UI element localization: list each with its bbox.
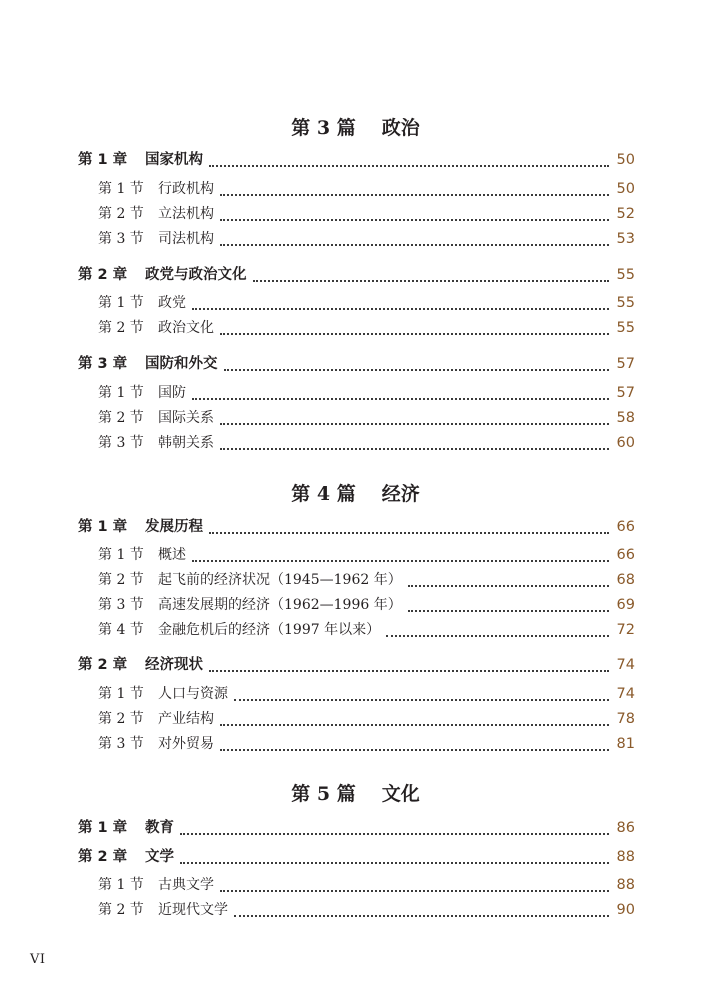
toc-section-entry[interactable]	[98, 569, 635, 591]
section-number: 第 1 节	[98, 385, 144, 401]
section-number: 第 3 节	[98, 736, 144, 752]
chapter-title: 经济现状	[145, 657, 203, 673]
section-title: 国际关系	[158, 410, 214, 426]
page-number: 60	[616, 435, 635, 451]
part-heading	[0, 482, 711, 506]
dot-leader	[220, 890, 609, 892]
section-number: 第 1 节	[98, 547, 144, 563]
toc-section-entry[interactable]	[98, 544, 635, 566]
section-title: 高速发展期的经济（1962—1996 年）	[158, 597, 402, 613]
chapter-number: 第 1 章	[78, 152, 128, 168]
section-title: 近现代文学	[158, 902, 228, 918]
dot-leader	[408, 585, 609, 587]
toc-section-entry[interactable]	[98, 733, 635, 755]
toc-section-entry[interactable]	[98, 594, 635, 616]
part-heading	[0, 116, 711, 140]
page-number: 50	[616, 181, 635, 197]
page-number: 53	[616, 231, 635, 247]
chapter-number: 第 1 章	[78, 519, 128, 535]
toc-section-entry[interactable]	[98, 432, 635, 454]
dot-leader	[220, 724, 609, 726]
section-number: 第 1 节	[98, 686, 144, 702]
page-number: 66	[616, 519, 635, 535]
section-title: 人口与资源	[158, 686, 228, 702]
toc-section-entry[interactable]	[98, 874, 635, 896]
toc-chapter-entry[interactable]	[78, 817, 635, 839]
section-title: 国防	[158, 385, 186, 401]
dot-leader	[220, 219, 609, 221]
chapter-title: 国防和外交	[145, 356, 218, 372]
section-title: 起飞前的经济状况（1945—1962 年）	[158, 572, 402, 588]
chapter-number: 第 2 章	[78, 849, 128, 865]
section-number: 第 3 节	[98, 435, 144, 451]
section-title: 产业结构	[158, 711, 214, 727]
toc-section-entry[interactable]	[98, 382, 635, 404]
section-number: 第 1 节	[98, 877, 144, 893]
dot-leader	[192, 560, 609, 562]
page-number: 74	[616, 657, 635, 673]
dot-leader	[180, 833, 609, 835]
section-title: 概述	[158, 547, 186, 563]
page-number: 57	[616, 385, 635, 401]
chapter-number: 第 2 章	[78, 267, 128, 283]
section-number: 第 2 节	[98, 711, 144, 727]
toc-section-entry[interactable]	[98, 228, 635, 250]
page-number: 78	[616, 711, 635, 727]
page-number: 88	[616, 849, 635, 865]
section-number: 第 1 节	[98, 295, 144, 311]
toc-section-entry[interactable]	[98, 899, 635, 921]
part-heading	[0, 782, 711, 806]
section-number: 第 1 节	[98, 181, 144, 197]
page-number: 52	[616, 206, 635, 222]
page-number: 58	[616, 410, 635, 426]
chapter-title: 文学	[145, 849, 174, 865]
dot-leader	[220, 333, 609, 335]
dot-leader	[192, 398, 609, 400]
section-title: 政治文化	[158, 320, 214, 336]
toc-chapter-entry[interactable]	[78, 353, 635, 375]
chapter-number: 第 3 章	[78, 356, 128, 372]
dot-leader	[220, 423, 609, 425]
page-number: 74	[616, 686, 635, 702]
dot-leader	[234, 915, 609, 917]
section-title: 行政机构	[158, 181, 214, 197]
dot-leader	[253, 280, 610, 282]
part-label: 第 3 篇	[291, 117, 356, 139]
chapter-number: 第 1 章	[78, 820, 128, 836]
section-number: 第 3 节	[98, 231, 144, 247]
toc-section-entry[interactable]	[98, 683, 635, 705]
section-number: 第 2 节	[98, 410, 144, 426]
dot-leader	[180, 862, 609, 864]
section-title: 金融危机后的经济（1997 年以来）	[158, 622, 381, 638]
page-number: 86	[616, 820, 635, 836]
toc-chapter-entry[interactable]	[78, 846, 635, 868]
dot-leader	[220, 749, 609, 751]
dot-leader	[209, 670, 609, 672]
section-title: 立法机构	[158, 206, 214, 222]
toc-chapter-entry[interactable]	[78, 654, 635, 676]
chapter-title: 发展历程	[145, 519, 203, 535]
dot-leader	[209, 532, 609, 534]
chapter-title: 国家机构	[145, 152, 203, 168]
section-number: 第 4 节	[98, 622, 144, 638]
dot-leader	[408, 610, 609, 612]
page-number: 68	[616, 572, 635, 588]
chapter-title: 政党与政治文化	[145, 267, 247, 283]
toc-section-entry[interactable]	[98, 178, 635, 200]
part-name: 文化	[381, 783, 420, 805]
page-number: 55	[616, 295, 635, 311]
toc-section-entry[interactable]	[98, 292, 635, 314]
section-number: 第 2 节	[98, 572, 144, 588]
section-number: 第 2 节	[98, 902, 144, 918]
dot-leader	[220, 448, 609, 450]
page-number: 50	[616, 152, 635, 168]
dot-leader	[234, 699, 609, 701]
dot-leader	[224, 369, 610, 371]
chapter-number: 第 2 章	[78, 657, 128, 673]
page-number: 69	[616, 597, 635, 613]
chapter-title: 教育	[145, 820, 174, 836]
toc-chapter-entry[interactable]	[78, 149, 635, 171]
section-number: 第 2 节	[98, 320, 144, 336]
part-label: 第 5 篇	[291, 783, 356, 805]
dot-leader	[386, 635, 609, 637]
page-number: 90	[616, 902, 635, 918]
dot-leader	[192, 308, 609, 310]
page-number: 81	[616, 736, 635, 752]
section-title: 对外贸易	[158, 736, 214, 752]
section-title: 韩朝关系	[158, 435, 214, 451]
section-title: 古典文学	[158, 877, 214, 893]
toc-chapter-entry[interactable]	[78, 516, 635, 538]
page-folio: VI	[30, 952, 46, 967]
section-title: 司法机构	[158, 231, 214, 247]
part-name: 经济	[381, 483, 420, 505]
section-number: 第 2 节	[98, 206, 144, 222]
page-number: 72	[616, 622, 635, 638]
part-name: 政治	[381, 117, 420, 139]
section-title: 政党	[158, 295, 186, 311]
section-number: 第 3 节	[98, 597, 144, 613]
part-label: 第 4 篇	[291, 483, 356, 505]
dot-leader	[209, 165, 609, 167]
toc-section-entry[interactable]	[98, 619, 635, 641]
page-number: 55	[616, 267, 635, 283]
page-number: 55	[616, 320, 635, 336]
page-number: 66	[616, 547, 635, 563]
toc-section-entry[interactable]	[98, 407, 635, 429]
toc-section-entry[interactable]	[98, 203, 635, 225]
dot-leader	[220, 194, 609, 196]
toc-section-entry[interactable]	[98, 708, 635, 730]
dot-leader	[220, 244, 609, 246]
page-number: 57	[616, 356, 635, 372]
toc-chapter-entry[interactable]	[78, 264, 635, 286]
page-number: 88	[616, 877, 635, 893]
toc-section-entry[interactable]	[98, 317, 635, 339]
